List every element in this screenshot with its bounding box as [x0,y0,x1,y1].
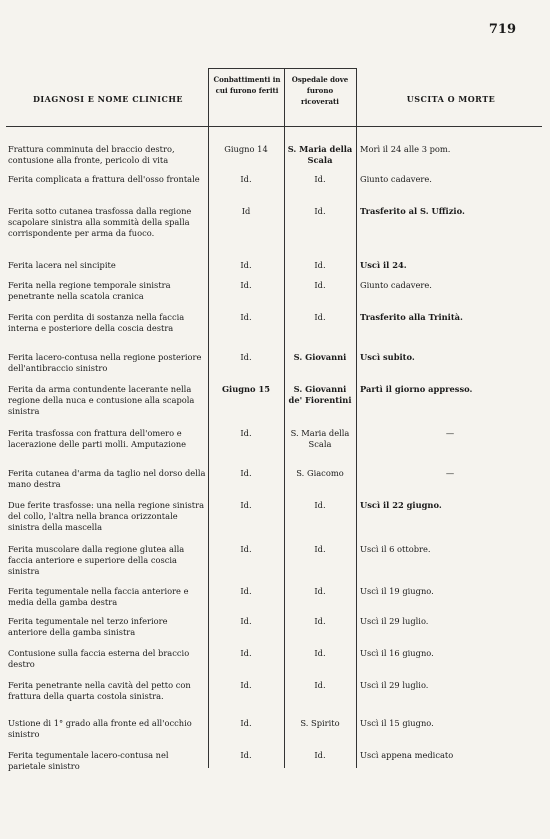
header-hospital: Ospedale dove furono ricoverati [291,75,349,106]
hospital-cell: Id. [314,312,326,322]
column-divider [356,68,357,768]
diagnosis-cell: Ferita penetrante nella cavità del petto con frattura della quarta costola sinistra. [8,680,191,701]
outcome-cell: — [445,468,455,478]
outcome-cell: Trasferito alla Trinità. [360,312,463,322]
outcome-cell: Uscì il 15 giugno. [360,718,434,728]
outcome-cell: Uscì subito. [360,352,415,362]
header-rule-bottom [6,126,542,127]
outcome-cell: — [445,428,455,438]
diagnosis-cell: Ferita con perdita di sostanza nella faccia interna e posteriore della coscia destra [8,312,185,333]
diagnosis-cell: Ferita tegumentale nella faccia anteriore e media della gamba destra [8,586,189,607]
hospital-cell: Id. [314,260,326,270]
diagnosis-cell: Ferita sotto cutanea trasfossa dalla regione scapolare sinistra alla sommità della spalla corrispondente per arma da fuoco. [8,206,192,238]
hospital-cell: S. Spirito [300,718,340,728]
diagnosis-cell: Ferita nella regione temporale sinistra penetrante nella scatola cranica [8,280,171,301]
diagnosis-cell: Ferita tegumentale lacero-contusa nel parietale sinistro [8,750,169,771]
diagnosis-cell: Ferita lacero-contusa nella regione posteriore dell'antibraccio sinistro [8,352,202,373]
diagnosis-cell: Ferita trasfossa con frattura dell'omero e lacerazione delle parti molli. Amputazione [8,428,187,449]
outcome-cell: Uscì il 24. [360,260,407,270]
header-diagnosis: DIAGNOSI E NOME CLINICHE [32,94,184,104]
diagnosis-cell: Frattura comminuta del braccio destro, contusione alla fronte, pericolo di vita [8,144,175,165]
diagnosis-cell: Due ferite trasfosse: una nella regione sinistra del collo, l'altra nella branca orizzontale sinistra della mascella [8,500,205,532]
date-cell: Id. [240,680,252,690]
hospital-cell: Id. [314,750,326,760]
hospital-cell: S. Giovanni de' Fiorentini [288,384,352,405]
hospital-cell: Id. [314,586,326,596]
outcome-cell: Morì il 24 alle 3 pom. [360,144,451,154]
outcome-cell: Uscì il 29 luglio. [360,680,429,690]
outcome-cell: Giunto cadavere. [360,280,432,290]
hospital-cell: Id. [314,680,326,690]
outcome-cell: Uscì il 16 giugno. [360,648,434,658]
page-number: 719 [488,22,516,37]
date-cell: Id [241,206,251,216]
hospital-cell: Id. [314,174,326,184]
date-cell: Id. [240,280,252,290]
outcome-cell: Trasferito al S. Uffizio. [360,206,465,216]
outcome-cell: Partì il giorno appresso. [360,384,473,394]
date-cell: Id. [240,750,252,760]
outcome-cell: Uscì il 19 giugno. [360,586,434,596]
diagnosis-cell: Ferita complicata a frattura dell'osso frontale [8,174,200,184]
date-cell: Id. [240,352,252,362]
diagnosis-cell: Ferita cutanea d'arma da taglio nel dorso della mano destra [8,468,206,489]
date-cell: Giugno 14 [224,144,268,154]
column-divider [284,68,285,768]
date-cell: Id. [240,718,252,728]
date-cell: Id. [240,648,252,658]
diagnosis-cell: Ferita lacera nel sincipite [8,260,116,270]
outcome-cell: Uscì il 22 giugno. [360,500,442,510]
date-cell: Giugno 15 [221,384,271,394]
outcome-cell: Uscì appena medicato [360,750,454,760]
hospital-cell: S. Giovanni [293,352,347,362]
diagnosis-cell: Ferita da arma contundente lacerante nella regione della nuca e contusione alla scapola sinistra [8,384,195,416]
hospital-cell: S. Maria della Scala [290,428,350,449]
date-cell: Id. [240,586,252,596]
hospital-cell: S. Maria della Scala [287,144,353,165]
header-rule-top [208,68,356,69]
column-divider [208,68,209,768]
hospital-cell: Id. [314,648,326,658]
date-cell: Id. [240,544,252,554]
date-cell: Id. [240,500,252,510]
hospital-cell: Id. [314,206,326,216]
date-cell: Id. [240,428,252,438]
outcome-cell: Uscì il 6 ottobre. [360,544,431,554]
outcome-cell: Giunto cadavere. [360,174,432,184]
header-outcome: USCITA O MORTE [406,94,496,104]
diagnosis-cell: Contusione sulla faccia esterna del braccio destro [8,648,190,669]
hospital-cell: S. Giacomo [296,468,344,478]
date-cell: Id. [240,174,252,184]
diagnosis-cell: Ferita muscolare dalla regione glutea alla faccia anteriore e superiore della coscia sinistra [8,544,185,576]
date-cell: Id. [240,468,252,478]
diagnosis-cell: Ustione di 1° grado alla fronte ed all'occhio sinistro [8,718,192,739]
date-cell: Id. [240,260,252,270]
hospital-cell: Id. [314,280,326,290]
date-cell: Id. [240,616,252,626]
outcome-cell: Uscì il 29 luglio. [360,616,429,626]
header-dates: Conbattimenti in cui furono feriti [213,75,281,95]
hospital-cell: Id. [314,500,326,510]
hospital-cell: Id. [314,544,326,554]
date-cell: Id. [240,312,252,322]
hospital-cell: Id. [314,616,326,626]
diagnosis-cell: Ferita tegumentale nel terzo inferiore anteriore della gamba sinistra [8,616,168,637]
